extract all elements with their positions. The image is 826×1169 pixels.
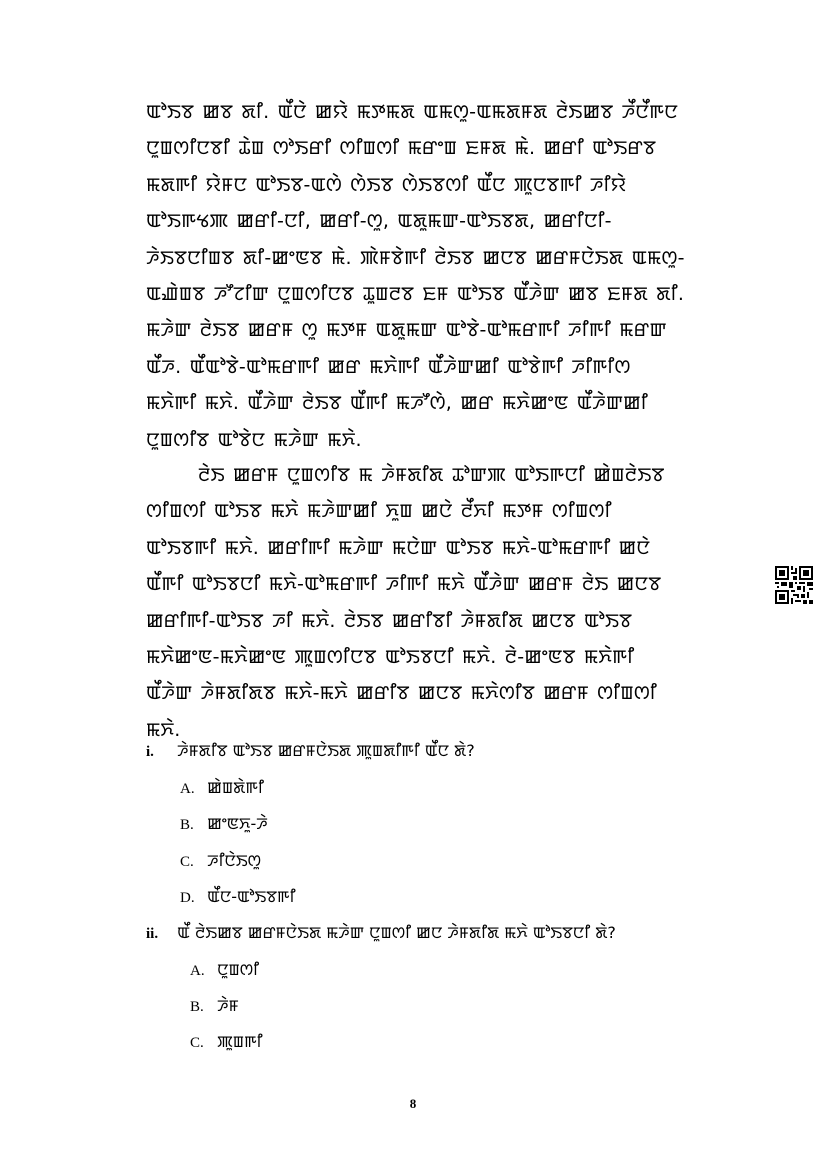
option-text: ꯀꯦꯟꯈꯨ-ꯍꯥ [207,814,268,833]
option-letter: B. [190,999,204,1015]
option-d [180,887,296,908]
option-letter: B. [180,817,194,833]
option-b [190,996,239,1017]
qr-code-icon [775,566,813,604]
option-a [180,778,264,799]
body-paragraph-1: ꯑꯣꯏꯕ ꯀꯕ ꯗꯤ. ꯑꯩꯅꯥ ꯀꯌꯥ ꯃꯇꯃꯗ ꯑꯃꯁꯨ-ꯑꯃꯗꯝꯗ ꯂꯥꯏꯀꯕ ꯍꯩꯅꯩꯒꯅ ꯅꯨꯡꯁꯤꯅꯕꯤ ꯊꯥꯡ ꯁꯣꯏꯔꯤ ꯁꯤꯡꯁꯤ ꯃꯔꯦꯡ ꯐꯝꯗ ꯃꯥ. ꯀꯔꯤ ꯑꯣꯏꯔꯕ ꯃꯗꯒꯤ ꯌꯥꯝꯅ ꯑꯣꯏꯕ-ꯑꯁꯥ ꯁꯥꯏꯕ ꯁꯥꯏꯕꯁꯤ ꯑꯩꯅ ꯄꯨꯅꯕꯒꯤ ꯍꯤꯌꯥ ꯑꯣꯏꯒꯠꯄ ꯀꯔꯤ-ꯅꯤ, ꯀꯔꯤ-ꯁꯨ, ꯑꯗꯨꯃꯛ-ꯑꯣꯏꯕꯗ, ꯀꯔꯤꯅꯤ-ꯍꯥꯏꯕꯅꯤꯡꯕ ꯗꯤ-ꯀꯦꯟꯕ ꯃꯥ. ꯄꯥꯝꯕꯥꯒꯤ ꯂꯥꯏꯕ ꯀꯅꯕ ꯀꯔꯝꯅꯥꯏꯗ ꯑꯃꯁꯨ-ꯑꯉꯥꯡꯕ ꯍꯧꯖꯤꯛ ꯅꯨꯡꯁꯤꯅꯕ ꯊꯨꯡꯂꯕ ꯐꯝ ꯑꯣꯏꯕ ꯑꯩꯍꯥꯛ ꯀꯕ ꯐꯝꯗ ꯗꯤ. ꯃꯍꯥꯛ ꯂꯥꯏꯕ ꯀꯔꯝ ꯁꯨ ꯃꯇꯝ ꯑꯗꯨꯃꯛ ꯑꯣꯕꯥ-ꯑꯣꯃꯔꯒꯤ ꯍꯤꯒꯤ ꯃꯔꯛ ꯑꯩꯍ. ꯑꯩꯑꯣꯕꯥ-ꯑꯣꯃꯔꯒꯤ ꯀꯔ ꯃꯈꯥꯒꯤ ꯑꯩꯍꯥꯛꯀꯤ ꯑꯣꯕꯥꯒꯤ ꯍꯤꯒꯤꯁ ꯃꯈꯥꯒꯤ ꯃꯈꯥ. ꯑꯩꯍꯥꯛ ꯂꯥꯏꯕ ꯑꯩꯒꯤ ꯃꯍꯧꯁꯥ, ꯀꯔ ꯃꯈꯥꯀꯦꯟ ꯑꯩꯍꯥꯛꯀꯤ ꯅꯨꯡꯁꯤꯕ ꯑꯣꯕꯥꯅ ꯃꯍꯥꯛ ꯃꯈꯥ. [146,101,685,451]
option-letter: A. [190,963,205,979]
option-letter: C. [190,1035,204,1051]
option-letter: C. [180,854,194,870]
option-text: ꯍꯤꯅꯥꯏꯁꯨ [207,851,262,870]
question-number: ii. [146,926,159,942]
question-1 [146,741,706,762]
option-text: ꯀꯥꯡꯗꯥꯒꯤ [207,778,264,797]
body-paragraph-2: ꯂꯥꯏ ꯀꯔꯝ ꯅꯨꯡꯁꯤꯕ ꯃ ꯍꯥꯝꯗꯤꯗ ꯊꯣꯛꯄ ꯑꯣꯏꯒꯅꯤ ꯀꯥꯡꯂꯥꯏꯕ ꯁꯤꯡꯁꯤ ꯑꯣꯏꯕ ꯃꯈꯥ ꯃꯍꯥꯛꯀꯤ ꯈꯨꯡ ꯀꯅꯥ ꯂꯩꯈꯤ ꯃꯇꯝ ꯁꯤꯡꯁꯤ ꯑꯣꯏꯕꯒꯤ ꯃꯈꯥ. ꯀꯔꯤꯒꯤ ꯃꯍꯥꯛ ꯃꯅꯥꯛ ꯑꯣꯏꯕ ꯃꯈꯥ-ꯑꯣꯃꯔꯒꯤ ꯀꯅꯥ ꯑꯩꯒꯤ ꯑꯣꯏꯕꯅꯤ ꯃꯈꯥ-ꯑꯣꯃꯔꯒꯤ ꯍꯤꯒꯤ ꯃꯈꯥ ꯑꯩꯍꯥꯛ ꯀꯔꯝ ꯂꯥꯏ ꯀꯅꯕ ꯀꯔꯤꯒꯤ-ꯑꯣꯏꯕ ꯍꯤ ꯃꯈꯥ. ꯂꯥꯏꯕ ꯀꯔꯤꯕꯤ ꯍꯥꯝꯗꯤꯗ ꯀꯅꯕ ꯑꯣꯏꯕ ꯃꯈꯥꯀꯦꯟ-ꯃꯈꯥꯀꯦꯟ ꯄꯨꯡꯁꯤꯅꯕ ꯑꯣꯏꯕꯅꯤ ꯃꯈꯥ. ꯂꯥ-ꯀꯦꯟꯕ ꯃꯈꯥꯒꯤ ꯑꯩꯍꯥꯛ ꯍꯥꯝꯗꯤꯗꯕ ꯃꯈꯥ-ꯃꯈꯥ ꯀꯔꯤꯕ ꯀꯅꯕ ꯃꯈꯥꯁꯤꯕ ꯀꯔꯝ ꯁꯤꯡꯁꯤ ꯃꯈꯥ. [146,464,665,741]
page-number: 8 [409,1096,417,1111]
option-text: ꯑꯩꯅ-ꯑꯣꯏꯕꯒꯤ [207,887,296,906]
option-letter: A. [180,781,195,797]
option-text: ꯍꯥꯝ [217,996,239,1015]
option-letter: D. [180,890,195,906]
question-2 [146,923,706,944]
option-a [190,960,259,981]
option-c [180,851,261,872]
question-text: ꯍꯥꯝꯗꯤꯕ ꯑꯣꯏꯕ ꯀꯔꯝꯅꯥꯏꯗ ꯄꯨꯡꯗꯤꯒꯤ ꯑꯩꯅ ꯗꯥ? [177,741,475,760]
option-text: ꯄꯨꯡꯒꯤ [217,1032,263,1051]
option-b [180,814,268,835]
option-c [190,1032,263,1053]
question-number: i. [146,744,154,760]
option-text: ꯅꯨꯡꯁꯤ [217,960,260,979]
question-text: ꯑꯩ ꯂꯥꯏꯀꯕ ꯀꯔꯝꯅꯥꯏꯗ ꯃꯍꯥꯛ ꯅꯨꯡꯁꯤ ꯀꯅ ꯍꯥꯝꯗꯤꯗ ꯃꯈꯥ ꯑꯣꯏꯕꯅꯤ ꯗꯥ? [177,923,616,942]
